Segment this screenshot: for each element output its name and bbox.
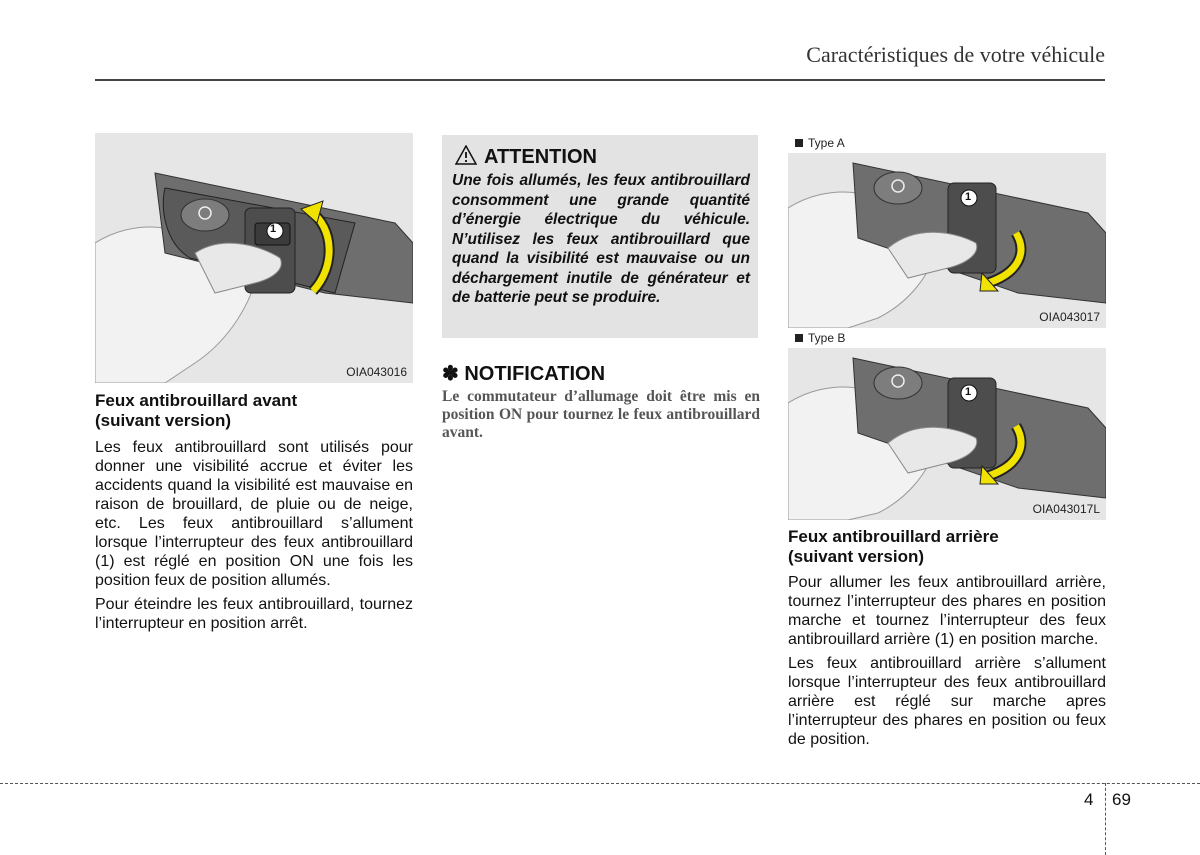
type-b-figure	[788, 348, 1106, 520]
notification-text: Le commutateur d’allumage doit être mis en position ON pour tournez le feux antibrouillard avant.	[442, 388, 760, 441]
callout-1-label: 1	[270, 223, 277, 235]
front-fog-body	[95, 438, 413, 638]
type-a-switch-illustration	[788, 153, 1106, 328]
front-fog-switch-illustration	[95, 133, 413, 383]
figure-code: OIA043016	[346, 365, 407, 379]
page-header-title: Caractéristiques de votre véhicule	[806, 42, 1105, 67]
callout-1-label: 1	[965, 191, 972, 203]
header-rule	[95, 79, 1105, 81]
front-fog-paragraph: Pour éteindre les feux antibrouillard, tournez l’interrupteur en position arrêt.	[95, 596, 413, 632]
rear-fog-paragraph: Pour allumer les feux antibrouillard arrière, tournez l’interrupteur des phares en position marche et tournez l’interrupteur des feux antibrouillard arrière (1) en position marche.	[788, 574, 1106, 648]
rear-fog-heading-line1: Feux antibrouillard arrière	[788, 527, 999, 546]
type-b-switch-illustration	[788, 348, 1106, 520]
footer-vertical-rule	[1105, 783, 1106, 855]
callout-1-label: 1	[965, 386, 972, 398]
bullet-square-icon	[795, 334, 803, 342]
figure-code: OIA043017	[1039, 310, 1100, 324]
type-b-label	[795, 331, 845, 345]
rear-fog-heading	[788, 527, 1108, 567]
rear-fog-heading-line2: (suivant version)	[788, 547, 925, 566]
figure-code: OIA043017L	[1032, 502, 1100, 516]
front-fog-heading-line2: (suivant version)	[95, 411, 232, 430]
front-fog-heading-line1: Feux antibrouillard avant	[95, 391, 298, 410]
bullet-square-icon	[795, 139, 803, 147]
attention-title: ATTENTION	[484, 146, 597, 168]
attention-box	[442, 135, 758, 338]
type-a-figure	[788, 153, 1106, 328]
footer-rule	[0, 783, 1200, 784]
rear-fog-paragraph: Les feux antibrouillard arrière s’allument lorsque l’interrupteur des feux antibrouillard arrière est réglé sur marche apres l’interrupteur des phares en position ou feux de position.	[788, 655, 1106, 748]
type-b-label-text: Type B	[808, 331, 846, 345]
chapter-number: 4	[1084, 790, 1094, 809]
warning-triangle-icon	[455, 145, 477, 165]
front-fog-switch-figure	[95, 133, 413, 383]
type-a-label-text: Type A	[808, 136, 845, 150]
rear-fog-body	[788, 573, 1106, 754]
front-fog-heading	[95, 391, 415, 431]
type-a-label	[795, 136, 845, 150]
notification-title: ✽ NOTIFICATION	[442, 363, 606, 385]
attention-text: Une fois allumés, les feux antibrouillard consomment une grande quantité d’énergie électrique du véhicule. N’utilisez les feux antibrouillard que quand la visibilité est mauvaise ou un déchargement inutile de générateur et de batterie peut se produire.	[452, 172, 750, 306]
page-number: 69	[1112, 790, 1131, 809]
front-fog-paragraph: Les feux antibrouillard sont utilisés pour donner une visibilité accrue et éviter les accidents quand la visibilité est mauvaise en raison de brouillard, de pluie ou de neige, etc. Les feux antibrouillard s’allument lorsque l’interrupteur des feux antibrouillard (1) est réglé en position ON une fois les position feux de position allumés.	[95, 439, 413, 589]
